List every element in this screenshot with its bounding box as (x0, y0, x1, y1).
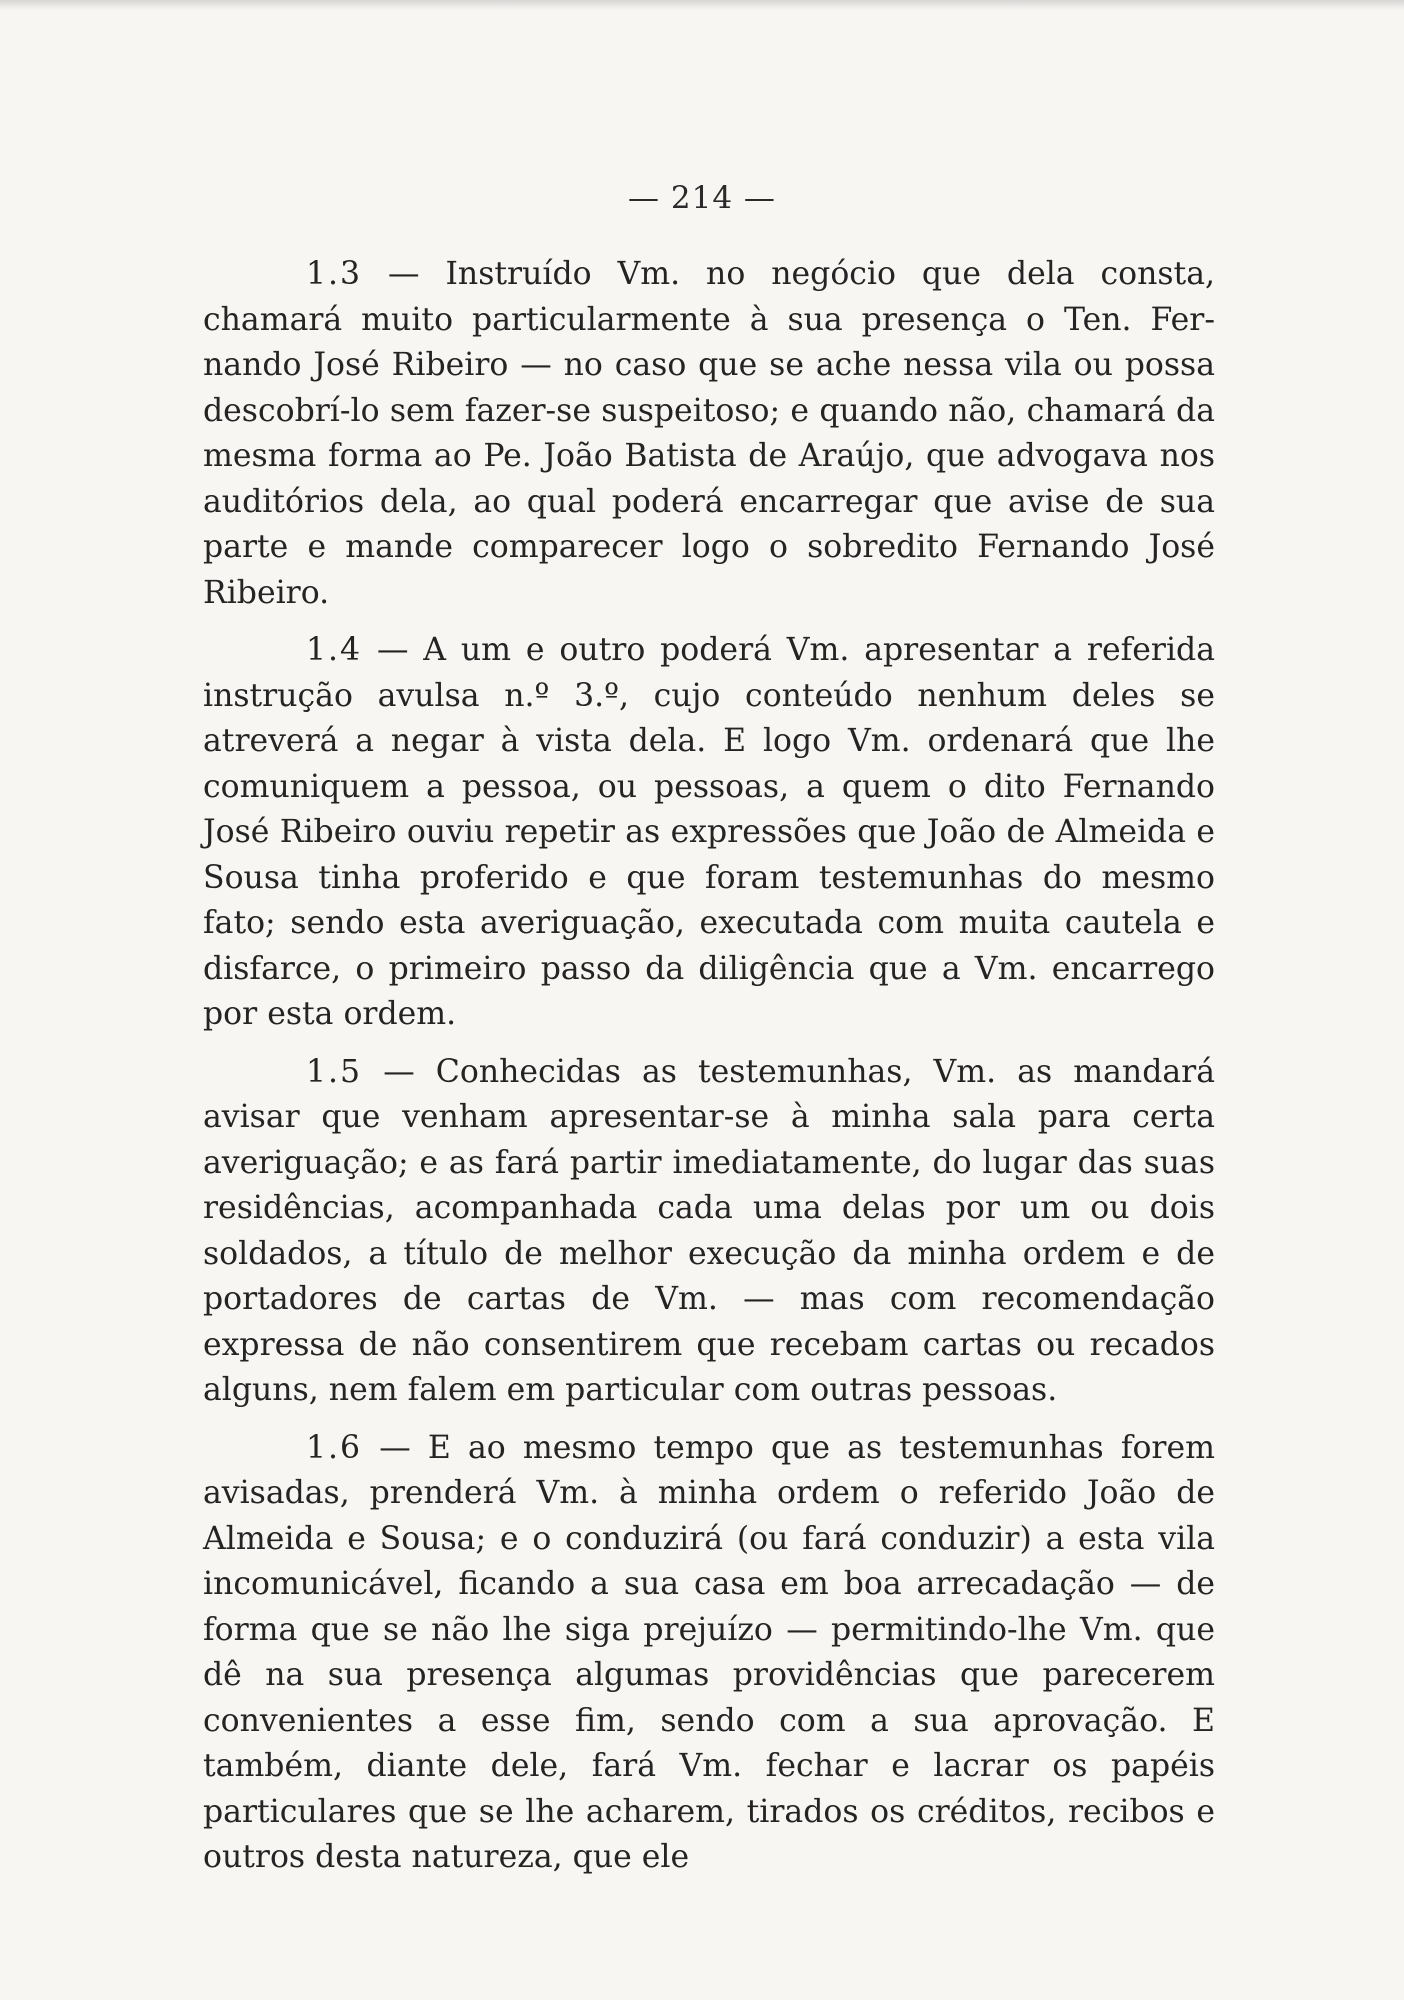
body-text (203, 252, 1215, 1893)
paragraph-text: — Instruído Vm. no negócio que dela consta, chamará muito particularmente à sua presença o Ten. Fernando José Ribeiro — no caso que se ache nessa vila ou possa descobrí-lo sem fazer-se suspeitoso; e quando não, chamará da mesma forma ao Pe. João Batista de Araújo, que advogava nos auditórios dela, ao qual poderá encarregar que avise de sua parte e mande comparecer logo o sobredito Fernando José Ribeiro. (203, 256, 1215, 611)
paragraph-1-3 (203, 252, 1215, 616)
paragraph-number: 1.5 (306, 1053, 363, 1090)
paragraph-number: 1.3 (306, 256, 363, 292)
paragraph-1-5 (203, 1050, 1215, 1414)
paragraph-1-4 (203, 628, 1215, 1038)
page-number: — 214 — (628, 180, 776, 216)
paragraph-number: 1.4 (306, 632, 363, 668)
paragraph-1-6 (203, 1426, 1215, 1881)
page-top-edge (0, 0, 1404, 10)
paragraph-number: 1.6 (306, 1429, 363, 1466)
paragraph-text: — E ao mesmo tempo que as testemunhas forem avisadas, prenderá Vm. à minha ordem o referido João de Almeida e Sousa; e o conduzirá (ou fará conduzir) a esta vila incomunicável, ficando a sua casa em boa arrecadação — de forma que se não lhe siga prejuízo — permitindo-lhe Vm. que dê na sua presença algumas providências que parecerem convenientes a esse fim, sendo com a sua aprovação. E também, diante dele, fará Vm. fechar e lacrar os papéis particulares que se lhe acharem, tirados os créditos, recibos e outros desta natureza, que ele (203, 1429, 1216, 1875)
paragraph-text: — Conhecidas as testemunhas, Vm. as mandará avisar que venham apresentar-se à minha sala para certa averiguação; e as fará partir imediatamente, do lugar das suas residências, acompanhada cada uma delas por um ou dois soldados, a título de melhor execução da minha ordem e de portadores de cartas de Vm. — mas com recomendação expressa de não consentirem que recebam cartas ou recados alguns, nem falem em particular com outras pessoas. (203, 1053, 1216, 1408)
paragraph-text: — A um e outro poderá Vm. apresentar a referida instrução avulsa n.º 3.º, cujo conteúdo nenhum deles se atreverá a negar à vista dela. E logo Vm. ordenará que lhe comuniquem a pessoa, ou pessoas, a quem o dito Fernando José Ribeiro ouviu repetir as expressões que João de Almeida e Sousa tinha proferido e que foram testemunhas do mesmo fato; sendo esta averiguação, executada com muita cautela e disfarce, o primeiro passo da diligência que a Vm. encarrego por esta ordem. (203, 632, 1215, 1032)
